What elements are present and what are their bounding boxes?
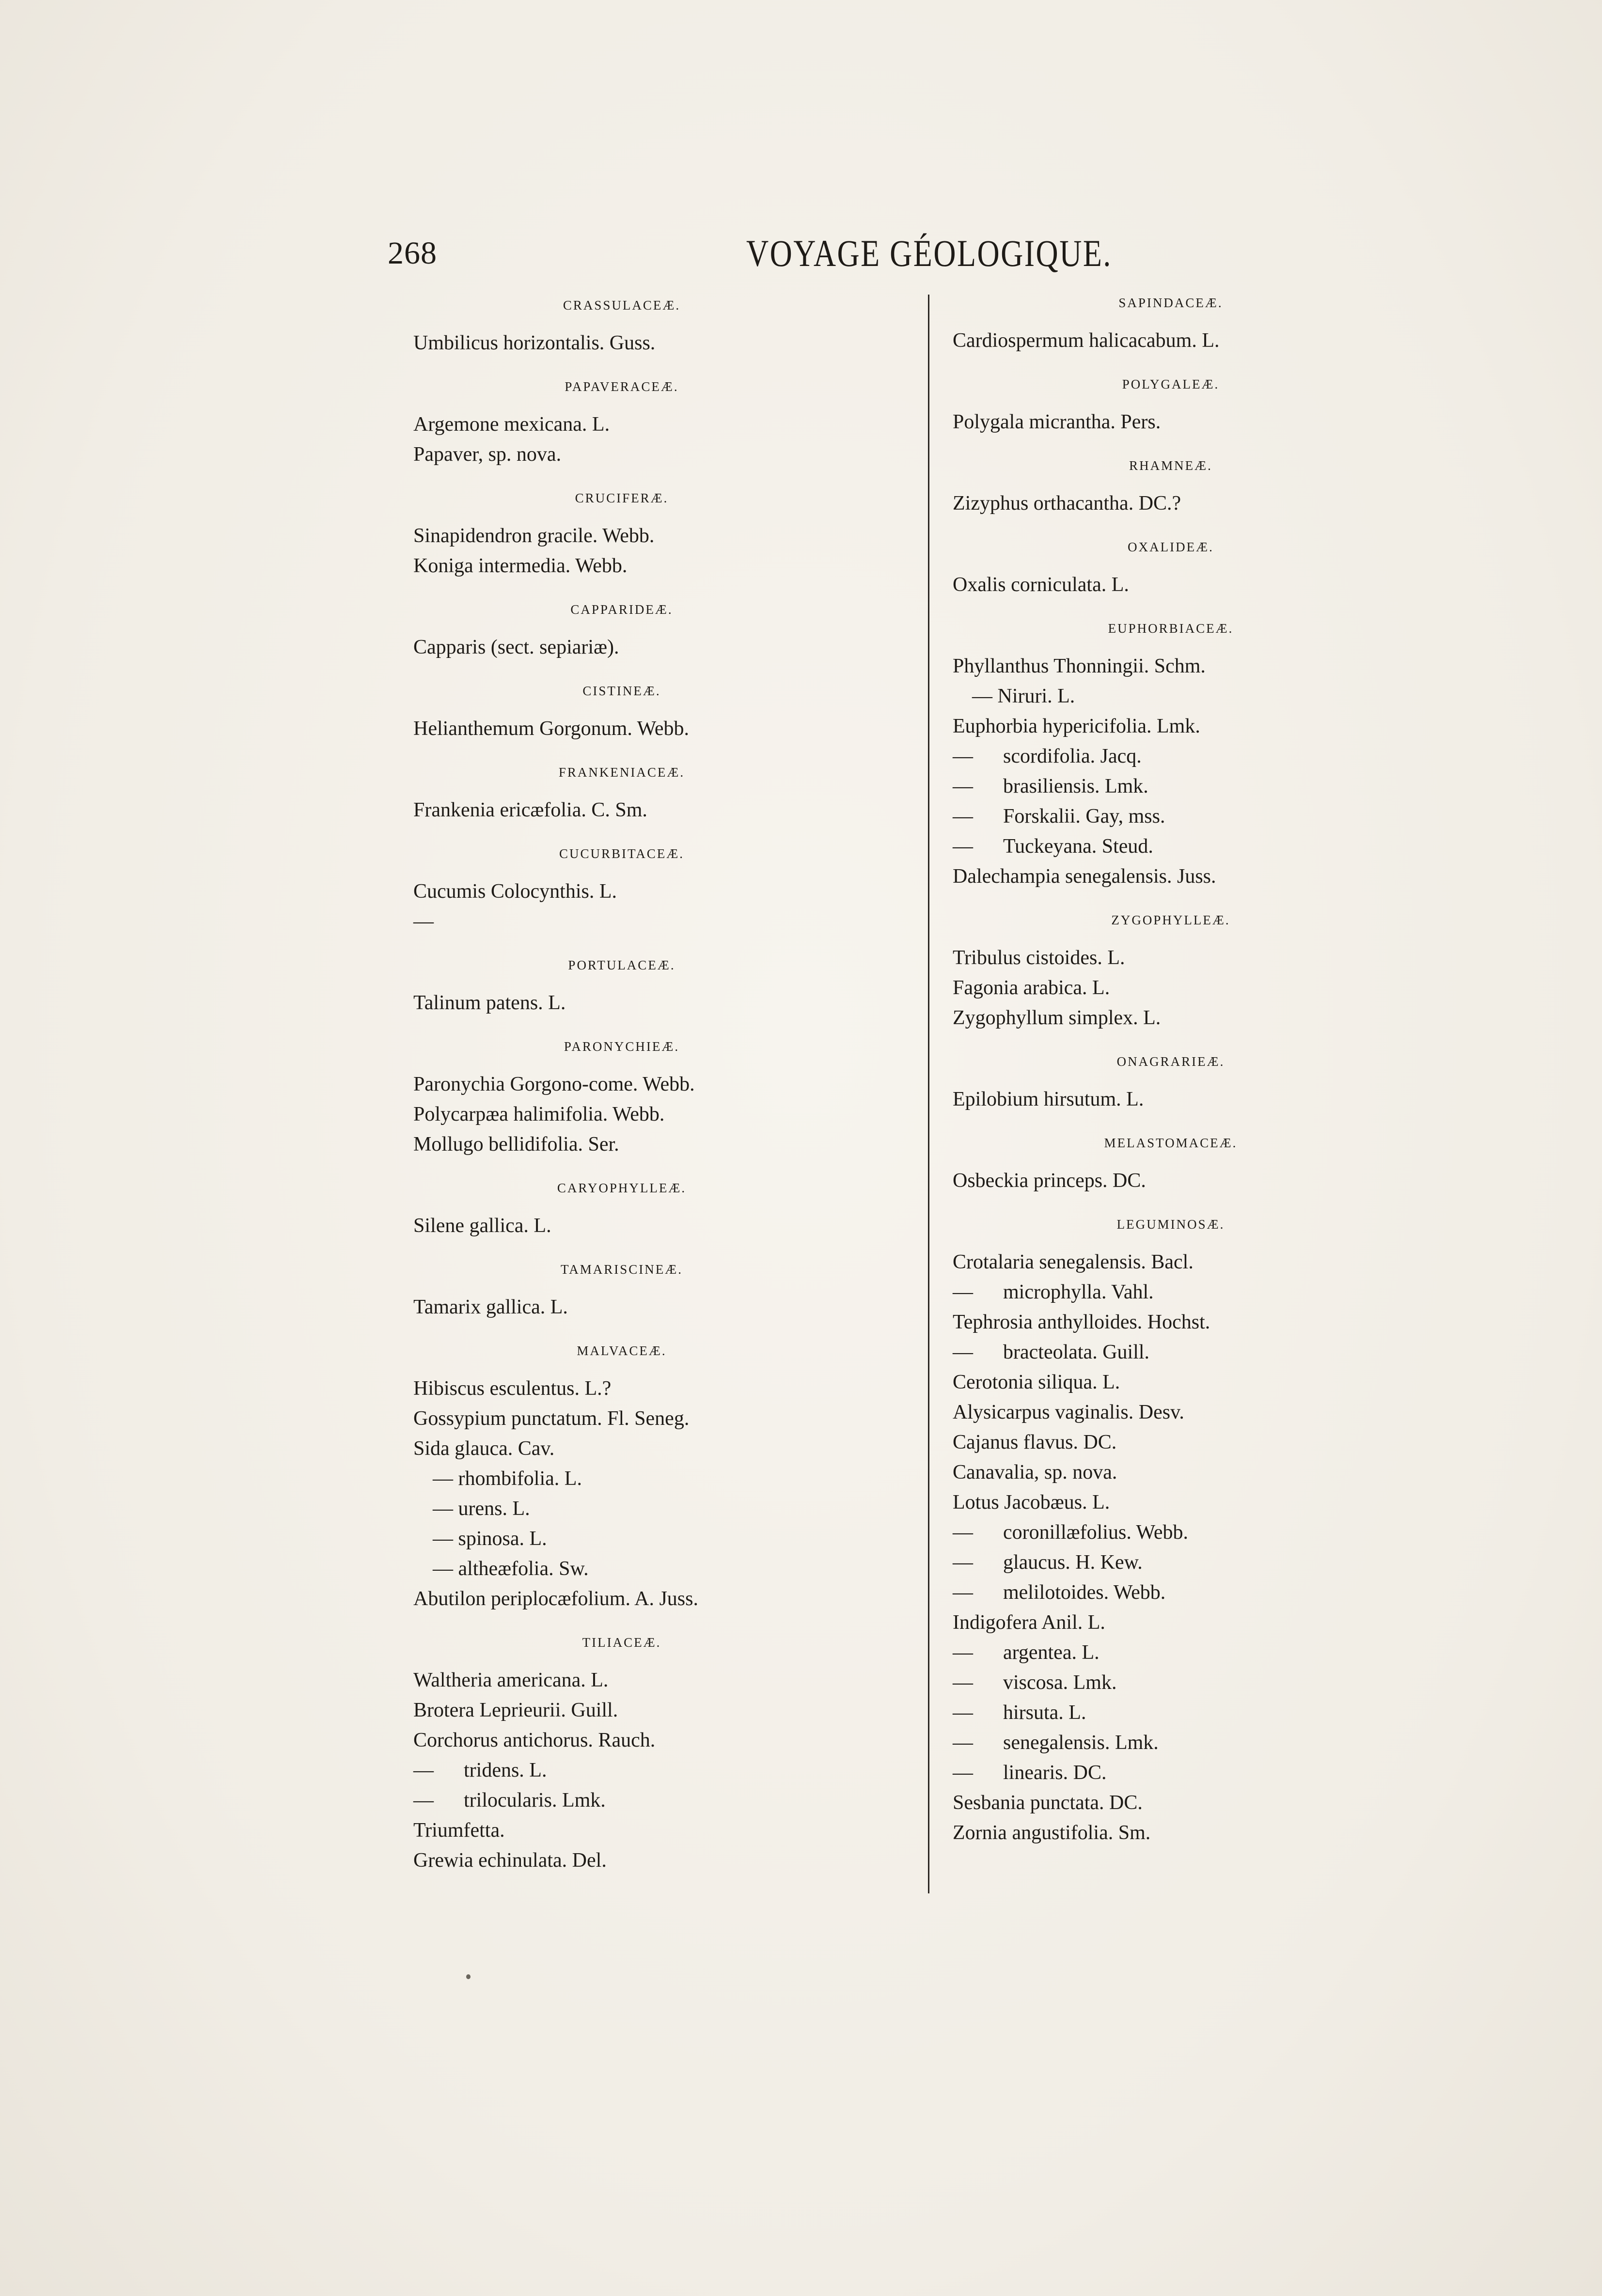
- family-heading: PAPAVERACEÆ.: [565, 379, 679, 394]
- ditto-dash: —: [953, 1671, 973, 1694]
- species-entry: Sesbania punctata. DC.: [953, 1792, 1143, 1814]
- ditto-dash: —: [413, 1789, 434, 1812]
- species-entry: Tamarix gallica. L.: [413, 1296, 568, 1318]
- species-variant: — altheæfolia. Sw.: [433, 1558, 589, 1580]
- species-variant: — scordifolia. Jacq.: [953, 743, 1142, 770]
- species-variant: — viscosa. Lmk.: [953, 1669, 1116, 1696]
- species-variant: — melilotoides. Webb.: [953, 1579, 1165, 1606]
- column-divider: [928, 295, 929, 1893]
- ditto-dash: —: [413, 1759, 434, 1781]
- species-entry: Dalechampia senegalensis. Juss.: [953, 865, 1216, 888]
- species-variant: — spinosa. L.: [433, 1528, 547, 1550]
- species-entry: Fagonia arabica. L.: [953, 977, 1110, 999]
- species-entry: Lotus Jacobæus. L.: [953, 1491, 1110, 1514]
- family-heading: CARYOPHYLLEÆ.: [557, 1181, 687, 1195]
- species-entry: Gossypium punctatum. Fl. Seneg.: [413, 1407, 690, 1430]
- species-entry: Helianthemum Gorgonum. Webb.: [413, 718, 689, 740]
- species-entry: Indigofera Anil. L.: [953, 1611, 1105, 1634]
- family-heading: ONAGRARIEÆ.: [1116, 1054, 1225, 1069]
- species-entry: Osbeckia princeps. DC.: [953, 1170, 1146, 1192]
- species-variant: — trilocularis. Lmk.: [413, 1787, 606, 1814]
- ditto-dash: —: [953, 805, 973, 828]
- family-heading: OXALIDEÆ.: [1128, 540, 1214, 554]
- right-column: [953, 0, 1466, 1938]
- species-variant: — glaucus. H. Kew.: [953, 1549, 1143, 1576]
- species-entry: Canavalia, sp. nova.: [953, 1461, 1117, 1484]
- species-entry: Triumfetta.: [413, 1819, 505, 1842]
- species-entry: Sinapidendron gracile. Webb.: [413, 525, 655, 547]
- species-entry: Tephrosia anthylloides. Hochst.: [953, 1311, 1210, 1333]
- family-heading: CAPPARIDEÆ.: [570, 602, 673, 617]
- running-title: VOYAGE GÉOLOGIQUE.: [746, 232, 1112, 274]
- species-variant: — Forskalii. Gay, mss.: [953, 803, 1165, 830]
- species-variant: — microphylla. Vahl.: [953, 1279, 1154, 1306]
- species-variant: — argentea. L.: [953, 1639, 1099, 1666]
- ink-speck: [466, 1974, 471, 1979]
- family-heading: TAMARISCINEÆ.: [560, 1262, 683, 1277]
- species-entry: Polycarpæa halimifolia. Webb.: [413, 1103, 665, 1125]
- family-heading: PORTULACEÆ.: [568, 958, 675, 972]
- species-variant: — tridens. L.: [413, 1757, 547, 1784]
- species-entry: Umbilicus horizontalis. Guss.: [413, 332, 656, 354]
- species-entry: Zornia angustifolia. Sm.: [953, 1822, 1151, 1844]
- species-entry: Polygala micrantha. Pers.: [953, 411, 1161, 433]
- ditto-dash: —: [953, 1762, 973, 1784]
- species-entry: Papaver, sp. nova.: [413, 443, 562, 466]
- family-heading: LEGUMINOSÆ.: [1116, 1217, 1225, 1232]
- species-entry: Abutilon periplocæfolium. A. Juss.: [413, 1588, 698, 1610]
- family-heading: PARONYCHIEÆ.: [564, 1039, 680, 1054]
- species-variant: — coronillæfolius. Webb.: [953, 1519, 1188, 1546]
- species-entry: Cerotonia siliqua. L.: [953, 1371, 1120, 1393]
- species-entry: Zizyphus orthacantha. DC.?: [953, 492, 1181, 515]
- page-number: 268: [388, 235, 437, 271]
- ditto-dash: —: [953, 1521, 973, 1544]
- ditto-dash: —: [953, 1732, 973, 1754]
- left-column: [413, 0, 927, 1938]
- family-heading: CUCURBITACEÆ.: [559, 846, 685, 861]
- species-entry: Phyllanthus Thonningii. Schm.: [953, 655, 1206, 677]
- species-variant: — bracteolata. Guill.: [953, 1339, 1149, 1366]
- species-entry: Silene gallica. L.: [413, 1215, 551, 1237]
- family-heading: CRUCIFERÆ.: [575, 491, 669, 505]
- family-heading: MALVACEÆ.: [577, 1343, 667, 1358]
- species-entry: Epilobium hirsutum. L.: [953, 1088, 1144, 1110]
- species-entry: Waltheria americana. L.: [413, 1669, 609, 1691]
- family-heading: RHAMNEÆ.: [1129, 458, 1212, 473]
- family-heading: POLYGALEÆ.: [1122, 377, 1220, 391]
- species-entry: Tribulus cistoides. L.: [953, 947, 1125, 969]
- species-entry: —: [413, 910, 434, 933]
- species-entry: Brotera Leprieurii. Guill.: [413, 1699, 618, 1721]
- ditto-dash: —: [953, 745, 973, 767]
- ditto-dash: —: [953, 1551, 973, 1574]
- family-heading: MELASTOMACEÆ.: [1104, 1136, 1238, 1150]
- ditto-dash: —: [953, 835, 973, 858]
- family-heading: EUPHORBIACEÆ.: [1108, 621, 1234, 636]
- species-variant: — hirsuta. L.: [953, 1699, 1086, 1726]
- species-variant: — rhombifolia. L.: [433, 1468, 582, 1490]
- species-entry: Alysicarpus vaginalis. Desv.: [953, 1401, 1184, 1423]
- family-heading: FRANKENIACEÆ.: [558, 765, 685, 780]
- species-entry: Frankenia ericæfolia. C. Sm.: [413, 799, 647, 821]
- species-entry: Cajanus flavus. DC.: [953, 1431, 1117, 1453]
- ditto-dash: —: [953, 1641, 973, 1664]
- species-entry: Cucumis Colocynthis. L.: [413, 880, 617, 903]
- ditto-dash: —: [953, 1581, 973, 1604]
- ditto-dash: —: [953, 1341, 973, 1363]
- species-entry: Capparis (sect. sepiariæ).: [413, 636, 619, 658]
- family-heading: CISTINEÆ.: [582, 684, 661, 698]
- species-variant: — Niruri. L.: [972, 685, 1075, 707]
- species-variant: — brasiliensis. Lmk.: [953, 773, 1148, 800]
- species-entry: Corchorus antichorus. Rauch.: [413, 1729, 656, 1751]
- species-entry: Sida glauca. Cav.: [413, 1437, 555, 1460]
- ditto-dash: —: [953, 1281, 973, 1303]
- species-entry: Argemone mexicana. L.: [413, 413, 610, 436]
- species-entry: Euphorbia hypericifolia. Lmk.: [953, 715, 1200, 737]
- species-variant: — linearis. DC.: [953, 1759, 1106, 1786]
- species-variant: — urens. L.: [433, 1498, 530, 1520]
- family-heading: SAPINDACEÆ.: [1118, 296, 1223, 310]
- species-entry: Crotalaria senegalensis. Bacl.: [953, 1251, 1194, 1273]
- species-entry: Grewia echinulata. Del.: [413, 1849, 607, 1872]
- species-entry: Oxalis corniculata. L.: [953, 574, 1129, 596]
- species-entry: Mollugo bellidifolia. Ser.: [413, 1133, 619, 1156]
- species-entry: Talinum patens. L.: [413, 992, 566, 1014]
- family-heading: CRASSULACEÆ.: [563, 298, 681, 312]
- species-entry: Paronychia Gorgono-come. Webb.: [413, 1073, 695, 1095]
- ditto-dash: —: [953, 1702, 973, 1724]
- species-variant: — Tuckeyana. Steud.: [953, 833, 1153, 860]
- family-heading: TILIACEÆ.: [582, 1635, 661, 1650]
- species-entry: Cardiospermum halicacabum. L.: [953, 329, 1220, 352]
- species-entry: Zygophyllum simplex. L.: [953, 1007, 1161, 1029]
- family-heading: ZYGOPHYLLEÆ.: [1111, 913, 1230, 927]
- species-entry: Hibiscus esculentus. L.?: [413, 1377, 612, 1400]
- species-variant: — senegalensis. Lmk.: [953, 1729, 1159, 1756]
- ditto-dash: —: [953, 775, 973, 797]
- species-entry: Koniga intermedia. Webb.: [413, 555, 628, 577]
